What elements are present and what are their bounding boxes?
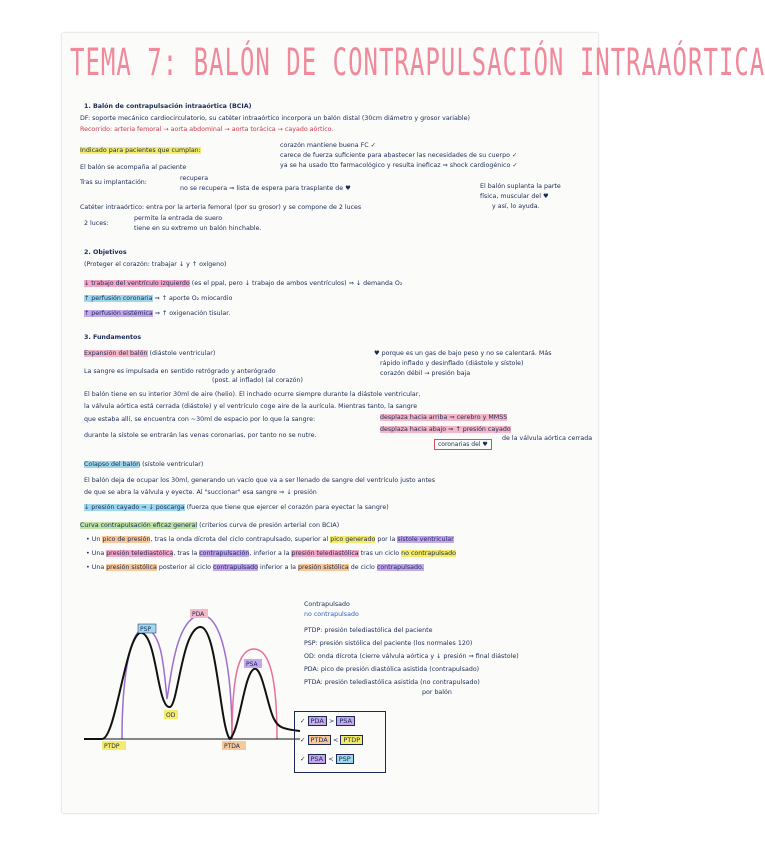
s1-df: DF: soporte mecánico cardiocirculatorio, su catéter intraaórtico incorpora un balón distal (30cm diámetro y grosor variable) [80, 115, 470, 122]
s3-criterio-1: • Un pico de presión, tras la onda dícrota del ciclo contrapulsado, superior al pico generado por la sístole ventricular [86, 536, 454, 543]
s1-luz-2: tiene en su extremo un balón hinchable. [134, 225, 262, 232]
legend-l2: PSP: presión sistólica del paciente (los normales 120) [304, 640, 473, 647]
s3-helio-1: ♥ porque es un gas de bajo peso y no se calentará. Más [374, 350, 552, 357]
svg-text:PSA: PSA [246, 661, 258, 668]
s3-balon-4c: de la válvula aórtica cerrada [502, 435, 593, 442]
label-psa [244, 659, 262, 668]
s3-criterio-3: • Una presión sistólica posterior al ciclo contrapulsado inferior a la presión sistólica de ciclo contrapulsado. [86, 564, 424, 571]
s3-sangre-1: La sangre es impulsada en sentido retrógrado y anterógrado [84, 368, 276, 375]
s2-objetivo-1: ↓ trabajo del ventrículo izquierdo (es el ppal, pero ↓ trabajo de ambos ventrículos) ⇒ ↓ demanda O₂ [84, 280, 403, 287]
s1-no-recupera: no se recupera ⇒ lista de espera para trasplante de ♥ [180, 185, 351, 192]
page-title: TEMA 7: BALÓN DE CONTRAPULSACIÓN INTRAAÓRTICA [70, 41, 765, 85]
pressure-wave [84, 627, 300, 739]
s3-curva: Curva contrapulsación eficaz general (criterios curva de presión arterial con BCIA) [80, 522, 340, 529]
legend-l3: OD: onda dícrota (cierre válvula aórtica y ↓ presión ⇒ final diástole) [304, 653, 519, 660]
s3-col-1: El balón deja de ocupar los 30ml, generando un vacío que va a ser llenado de sangre del ventrículo justo antes [84, 477, 436, 484]
s3-balon-2: la válvula aórtica está cerrada (diástole) y el ventrículo coge aire de la aurícula. Mientras tanto, la sangre [84, 403, 418, 410]
s1-indicado: Indicado para pacientes que cumplan: [80, 147, 201, 154]
s1-ind-2: carece de fuerza suficiente para abastecer las necesidades de su cuerpo ✓ [280, 152, 518, 159]
comparison-3: ✓ PSA < PSP [300, 755, 354, 763]
svg-text:PSP: PSP [140, 626, 152, 633]
s1-ind-3: ya se ha usado tto farmacológico y resulta ineficaz ⇒ shock cardiogénico ✓ [280, 162, 518, 169]
legend-no-contrapulsado: no contrapulsado [304, 611, 359, 618]
s3-coronarias-box: coronarias del ♥ [434, 439, 492, 450]
s1-ind-1: corazón mantiene buena FC ✓ [280, 142, 376, 149]
s3-col-3: ↓ presión cayado ⇒ ↓ poscarga (fuerza que tiene que ejercer el corazón para eyectar la sangre) [84, 504, 389, 511]
section-3-heading: 3. Fundamentos [84, 334, 142, 341]
s3-criterio-2: • Una presión telediastólica, tras la contrapulsación, inferior a la presión telediastólica tras un ciclo no contrapulsado [86, 550, 456, 557]
section-2-heading: 2. Objetivos [84, 249, 127, 256]
svg-text:PDA: PDA [192, 611, 205, 618]
s1-luces: 2 luces: [84, 220, 109, 227]
s3-balon-3: que estaba allí, se encuentra con ~30ml de espacio por lo que la sangre: [84, 416, 316, 423]
s1-suplanta-3: y así, lo ayuda. [492, 203, 540, 210]
label-psp [138, 624, 156, 633]
s3-balon-1: El balón tiene en su interior 30ml de aire (helio). El inchado ocurre siempre durante la diástole ventricular, [84, 391, 421, 398]
legend-l1: PTDP: presión telediastólica del paciente [304, 627, 433, 634]
comparison-2: ✓ PTDA < PTDP [300, 736, 363, 744]
s2-objetivo-3: ↑ perfusión sistémica ⇒ ↑ oxigenación tisular. [84, 310, 231, 317]
s1-suplanta-2: física, muscular del ♥ [480, 193, 549, 200]
s1-acompana: El balón se acompaña al paciente [80, 164, 187, 171]
notes-page [62, 33, 765, 813]
s1-suplanta-1: El balón suplanta la parte [480, 183, 561, 190]
s2-proteger: (Proteger el corazón: trabajar ↓ y ↑ oxígeno) [84, 261, 227, 268]
s3-expansion: Expansión del balón (diástole ventricular) [84, 350, 216, 357]
pressure-curve-diagram [82, 589, 302, 759]
label-ptda [222, 741, 246, 750]
s1-luz-1: permite la entrada de suero [134, 215, 223, 222]
s3-helio-2: rápido inflado y desinflado (diástole y sístole) [380, 360, 524, 367]
svg-text:PTDA: PTDA [224, 743, 240, 750]
section-1-heading: 1. Balón de contrapulsación intraaórtica (BCIA) [84, 103, 252, 110]
s1-cateter: Catéter intraaórtico: entra por la arteria femoral (por su grosor) y se compone de 2 luces [80, 204, 362, 211]
label-pda [190, 609, 208, 618]
s3-colapso: Colapso del balón (sístole ventricular) [84, 461, 204, 468]
legend-l5: PTDA: presión telediastólica asistida (no contrapulsado) [304, 679, 480, 686]
s3-balon-3b: desplaza hacia arriba ⇒ cerebro y MMSS [380, 414, 508, 421]
legend-contrapulsado: Contrapulsado [304, 601, 350, 608]
svg-text:PTDP: PTDP [104, 743, 120, 750]
legend-l6: por balón [422, 689, 452, 696]
svg-text:OD: OD [166, 712, 176, 719]
s2-objetivo-2: ↑ perfusión coronaria ⇒ ↑ aporte O₂ miocardio [84, 295, 233, 302]
comparison-1: ✓ PDA > PSA [300, 717, 355, 725]
s1-tras: Tras su implantación: [80, 179, 147, 186]
s3-sangre-2: (post. al inflado) (al corazón) [212, 377, 303, 384]
label-od [164, 710, 178, 719]
s3-balon-4b: desplaza hacia abajo ⇒ ↑ presión cayado [380, 426, 511, 433]
s1-recorrido: Recorrido: arteria femoral → aorta abdominal → aorta torácica → cayado aórtico. [80, 126, 334, 133]
s3-balon-4: durante la sístole se entrarán las venas coronarias, por tanto no se nutre. [84, 432, 317, 439]
s1-recupera: recupera [180, 175, 209, 182]
s3-col-2: de que se abra la válvula y eyecte. Al "succionar" esa sangre ⇒ ↓ presión [84, 489, 317, 496]
label-ptdp [102, 741, 126, 750]
s3-helio-3: corazón débil → presión baja [380, 370, 471, 377]
legend-l4: PDA: pico de presión diastólica asistida (contrapulsado) [304, 666, 480, 673]
